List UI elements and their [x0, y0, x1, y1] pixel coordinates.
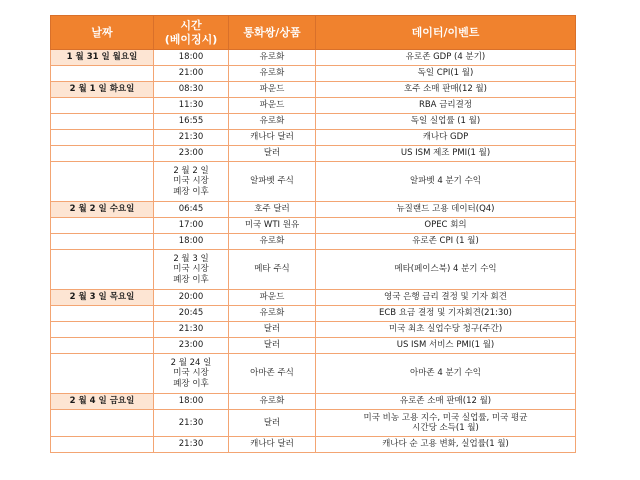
- event-cell: RBA 금리결정: [316, 98, 576, 114]
- date-cell: [51, 130, 154, 146]
- table-row: [51, 66, 576, 82]
- table-row: [51, 234, 576, 250]
- pair-cell: 호주 달러: [229, 202, 316, 218]
- time-cell: 17:00: [154, 218, 229, 234]
- date-cell: [51, 114, 154, 130]
- date-cell: 2 월 4 일 금요일: [51, 394, 154, 410]
- event-cell: 영국 은행 금리 결정 및 기자 회견: [316, 290, 576, 306]
- time-cell: 16:55: [154, 114, 229, 130]
- date-cell: [51, 410, 154, 437]
- table-row: [51, 437, 576, 453]
- pair-cell: 달러: [229, 322, 316, 338]
- event-cell: 유로존 소매 판매(12 월): [316, 394, 576, 410]
- pair-cell: 알파벳 주식: [229, 162, 316, 202]
- time-cell: 11:30: [154, 98, 229, 114]
- date-cell: [51, 218, 154, 234]
- date-cell: [51, 234, 154, 250]
- event-cell: OPEC 회의: [316, 218, 576, 234]
- pair-cell: 유로화: [229, 394, 316, 410]
- date-cell: [51, 354, 154, 394]
- table-row: [51, 250, 576, 290]
- header-pair: 통화쌍/상품: [229, 16, 316, 50]
- header-row: [51, 16, 576, 50]
- date-cell: [51, 162, 154, 202]
- date-cell: [51, 250, 154, 290]
- table-row: [51, 114, 576, 130]
- time-cell: 18:00: [154, 394, 229, 410]
- event-cell: 독일 실업률 (1 월): [316, 114, 576, 130]
- time-cell: 21:30: [154, 410, 229, 437]
- time-cell: 21:30: [154, 130, 229, 146]
- table-row: [51, 130, 576, 146]
- event-cell: 메타(페이스북) 4 분기 수익: [316, 250, 576, 290]
- event-cell: 유로존 GDP (4 분기): [316, 50, 576, 66]
- table-row: [51, 162, 576, 202]
- date-cell: 2 월 2 일 수요일: [51, 202, 154, 218]
- event-cell: 뉴질랜드 고용 데이터(Q4): [316, 202, 576, 218]
- event-cell: 캐나다 순 고용 변화, 실업률(1 월): [316, 437, 576, 453]
- pair-cell: 메타 주식: [229, 250, 316, 290]
- table-row: [51, 202, 576, 218]
- pair-cell: 유로화: [229, 50, 316, 66]
- pair-cell: 유로화: [229, 234, 316, 250]
- pair-cell: 파운드: [229, 82, 316, 98]
- event-cell: 아마존 4 분기 수익: [316, 354, 576, 394]
- time-cell: 20:00: [154, 290, 229, 306]
- table-row: [51, 410, 576, 437]
- table-row: [51, 146, 576, 162]
- pair-cell: 달러: [229, 338, 316, 354]
- pair-cell: 달러: [229, 146, 316, 162]
- table-row: [51, 394, 576, 410]
- time-cell: 18:00: [154, 50, 229, 66]
- event-cell: US ISM 서비스 PMI(1 월): [316, 338, 576, 354]
- time-cell: 18:00: [154, 234, 229, 250]
- table-row: [51, 306, 576, 322]
- pair-cell: 캐나다 달러: [229, 437, 316, 453]
- event-cell: 독일 CPI(1 월): [316, 66, 576, 82]
- time-cell: 23:00: [154, 338, 229, 354]
- time-cell: 2 월 24 일 미국 시장 폐장 이후: [154, 354, 229, 394]
- pair-cell: 캐나다 달러: [229, 130, 316, 146]
- date-cell: [51, 98, 154, 114]
- event-cell: 미국 최초 실업수당 청구(주간): [316, 322, 576, 338]
- event-cell: 캐나다 GDP: [316, 130, 576, 146]
- time-cell: 21:00: [154, 66, 229, 82]
- pair-cell: 아마존 주식: [229, 354, 316, 394]
- header-date: 날짜: [51, 16, 154, 50]
- event-cell: 알파벳 4 분기 수익: [316, 162, 576, 202]
- table-row: [51, 50, 576, 66]
- date-cell: 2 월 1 일 화요일: [51, 82, 154, 98]
- pair-cell: 유로화: [229, 66, 316, 82]
- pair-cell: 유로화: [229, 114, 316, 130]
- date-cell: [51, 437, 154, 453]
- time-cell: 20:45: [154, 306, 229, 322]
- date-cell: [51, 146, 154, 162]
- event-cell: 호주 소매 판매(12 월): [316, 82, 576, 98]
- table-row: [51, 82, 576, 98]
- table-row: [51, 338, 576, 354]
- date-cell: [51, 322, 154, 338]
- economic-calendar-table: [50, 15, 576, 453]
- pair-cell: 유로화: [229, 306, 316, 322]
- date-cell: 1 월 31 일 월요일: [51, 50, 154, 66]
- pair-cell: 파운드: [229, 98, 316, 114]
- event-cell: 미국 비농 고용 지수, 미국 실업률, 미국 평균 시간당 소득(1 월): [316, 410, 576, 437]
- date-cell: 2 월 3 일 목요일: [51, 290, 154, 306]
- date-cell: [51, 66, 154, 82]
- event-cell: 유로존 CPI (1 월): [316, 234, 576, 250]
- time-cell: 2 월 3 일 미국 시장 폐장 이후: [154, 250, 229, 290]
- header-time: 시간 (베이징시): [154, 16, 229, 50]
- table-row: [51, 290, 576, 306]
- pair-cell: 달러: [229, 410, 316, 437]
- date-cell: [51, 338, 154, 354]
- event-cell: US ISM 제조 PMI(1 월): [316, 146, 576, 162]
- table-row: [51, 218, 576, 234]
- header-event: 데이터/이벤트: [316, 16, 576, 50]
- table-row: [51, 322, 576, 338]
- time-cell: 23:00: [154, 146, 229, 162]
- date-cell: [51, 306, 154, 322]
- time-cell: 21:30: [154, 322, 229, 338]
- time-cell: 08:30: [154, 82, 229, 98]
- table-row: [51, 98, 576, 114]
- time-cell: 2 월 2 일 미국 시장 폐장 이후: [154, 162, 229, 202]
- event-cell: ECB 요금 결정 및 기자회견(21:30): [316, 306, 576, 322]
- time-cell: 21:30: [154, 437, 229, 453]
- pair-cell: 파운드: [229, 290, 316, 306]
- time-cell: 06:45: [154, 202, 229, 218]
- table-row: [51, 354, 576, 394]
- pair-cell: 미국 WTI 원유: [229, 218, 316, 234]
